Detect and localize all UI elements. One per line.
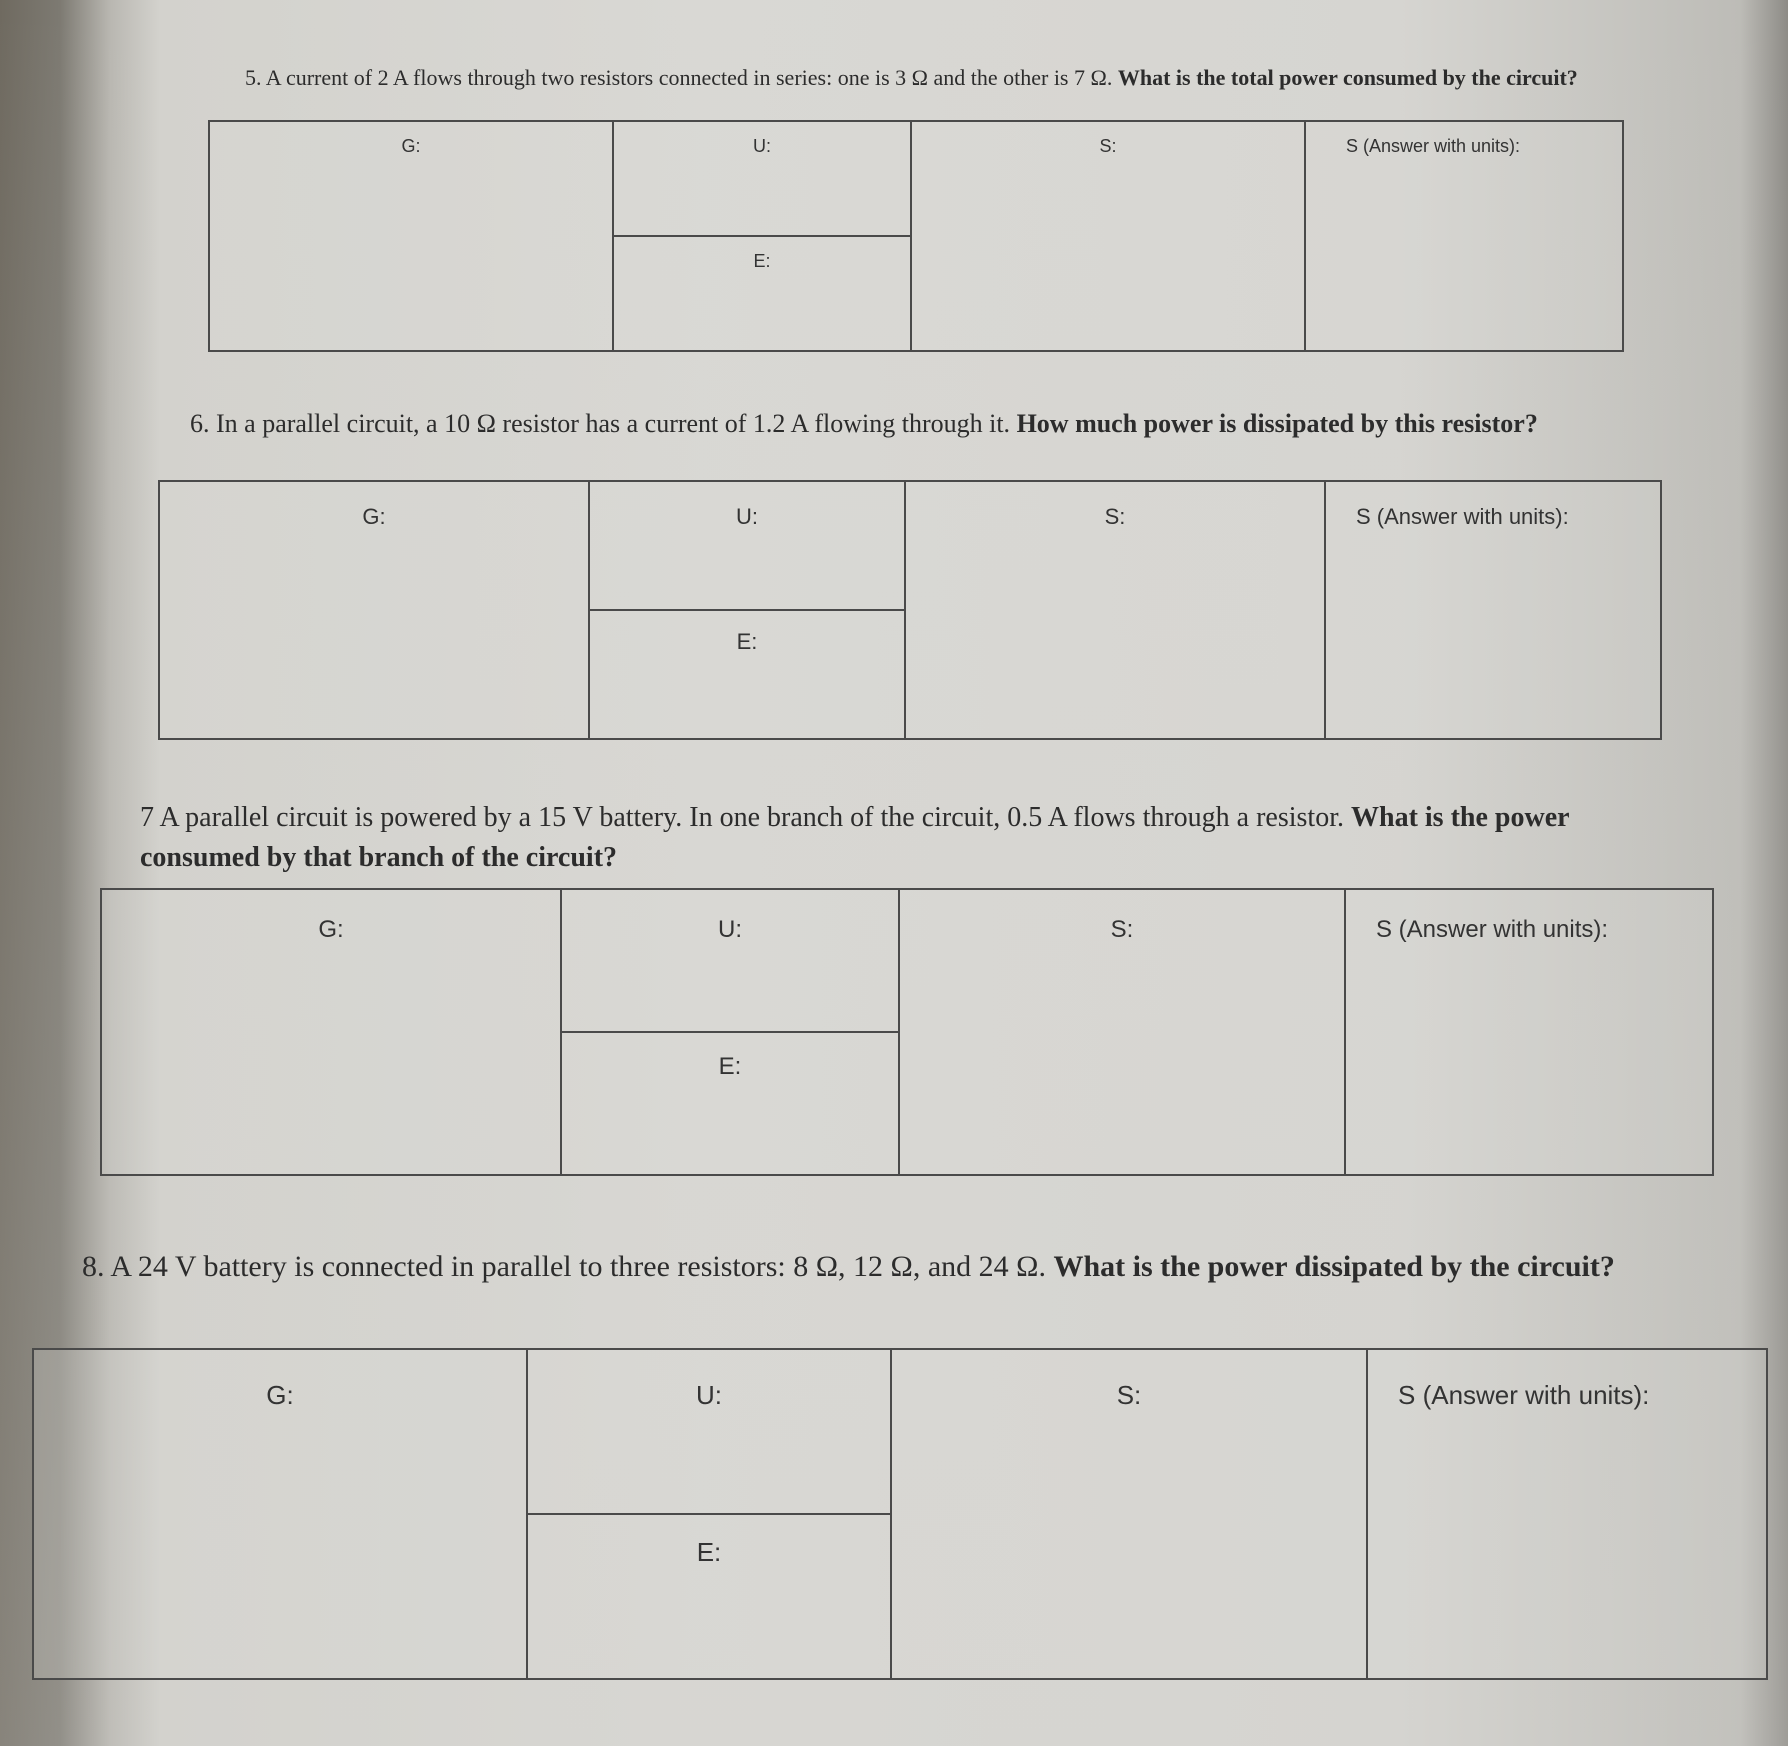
given-label: G: — [362, 504, 386, 529]
question-statement: A current of 2 A flows through two resistors connected in series: one is 3 Ω and the other is 7 Ω. — [265, 65, 1113, 90]
solution-label: S (Answer with units): — [1398, 1380, 1650, 1410]
equation-label: E: — [736, 629, 758, 654]
solution-label: S (Answer with units): — [1346, 136, 1521, 156]
question-prompt: What is the total power consumed by the circuit? — [1117, 65, 1578, 90]
substitute-cell[interactable] — [912, 122, 1306, 350]
equation-cell[interactable] — [528, 1513, 890, 1678]
equation-cell[interactable] — [562, 1031, 898, 1174]
question-7-text — [140, 798, 1640, 878]
question-number: 7 — [140, 802, 154, 833]
given-label: G: — [401, 136, 421, 156]
solution-cell[interactable] — [1326, 482, 1660, 738]
question-number: 5. — [245, 65, 262, 90]
unknown-label: U: — [696, 1380, 722, 1410]
substitute-cell[interactable] — [900, 890, 1346, 1174]
question-number: 6. — [190, 409, 210, 438]
solution-cell[interactable] — [1368, 1350, 1766, 1678]
solution-cell[interactable] — [1346, 890, 1712, 1174]
given-cell[interactable] — [102, 890, 562, 1174]
question-statement: A 24 V battery is connected in parallel to three resistors: 8 Ω, 12 Ω, and 24 Ω. — [110, 1250, 1046, 1283]
unknown-equation-cell — [614, 122, 912, 350]
given-cell[interactable] — [34, 1350, 528, 1678]
answer-grid-6 — [158, 480, 1662, 740]
unknown-cell[interactable] — [614, 122, 910, 235]
substitute-label: S: — [1110, 916, 1134, 943]
equation-label: E: — [696, 1537, 722, 1567]
unknown-label: U: — [736, 504, 758, 529]
question-prompt: How much power is dissipated by this resistor? — [1016, 409, 1538, 438]
equation-label: E: — [718, 1053, 742, 1080]
solution-label: S (Answer with units): — [1356, 504, 1569, 529]
question-prompt: What is the power consumed by that branch of the circuit? — [140, 802, 1570, 873]
solution-label: S (Answer with units): — [1376, 916, 1609, 943]
question-statement: In a parallel circuit, a 10 Ω resistor has a current of 1.2 A flowing through it. — [216, 409, 1011, 438]
given-cell[interactable] — [210, 122, 614, 350]
given-label: G: — [266, 1380, 294, 1410]
question-5-text — [245, 62, 1595, 93]
answer-grid-5 — [208, 120, 1624, 352]
given-label: G: — [318, 916, 344, 943]
question-prompt: What is the power dissipated by the circuit? — [1053, 1250, 1615, 1283]
substitute-cell[interactable] — [892, 1350, 1368, 1678]
equation-label: E: — [753, 251, 771, 271]
substitute-label: S: — [1099, 136, 1117, 156]
equation-cell[interactable] — [590, 609, 904, 738]
unknown-cell[interactable] — [528, 1350, 890, 1513]
given-cell[interactable] — [160, 482, 590, 738]
unknown-cell[interactable] — [562, 890, 898, 1031]
unknown-label: U: — [718, 916, 742, 943]
substitute-cell[interactable] — [906, 482, 1326, 738]
question-statement: A parallel circuit is powered by a 15 V battery. In one branch of the circuit, 0.5 A flows through a resistor. — [159, 802, 1344, 833]
unknown-equation-cell — [562, 890, 900, 1174]
question-number: 8. — [82, 1250, 105, 1283]
unknown-equation-cell — [590, 482, 906, 738]
unknown-label: U: — [753, 136, 771, 156]
substitute-label: S: — [1116, 1380, 1142, 1410]
unknown-cell[interactable] — [590, 482, 904, 609]
substitute-label: S: — [1104, 504, 1126, 529]
answer-grid-7 — [100, 888, 1714, 1176]
question-8-text — [82, 1246, 1642, 1289]
equation-cell[interactable] — [614, 235, 910, 350]
question-6-text — [190, 406, 1650, 443]
answer-grid-8 — [32, 1348, 1768, 1680]
solution-cell[interactable] — [1306, 122, 1622, 350]
unknown-equation-cell — [528, 1350, 892, 1678]
